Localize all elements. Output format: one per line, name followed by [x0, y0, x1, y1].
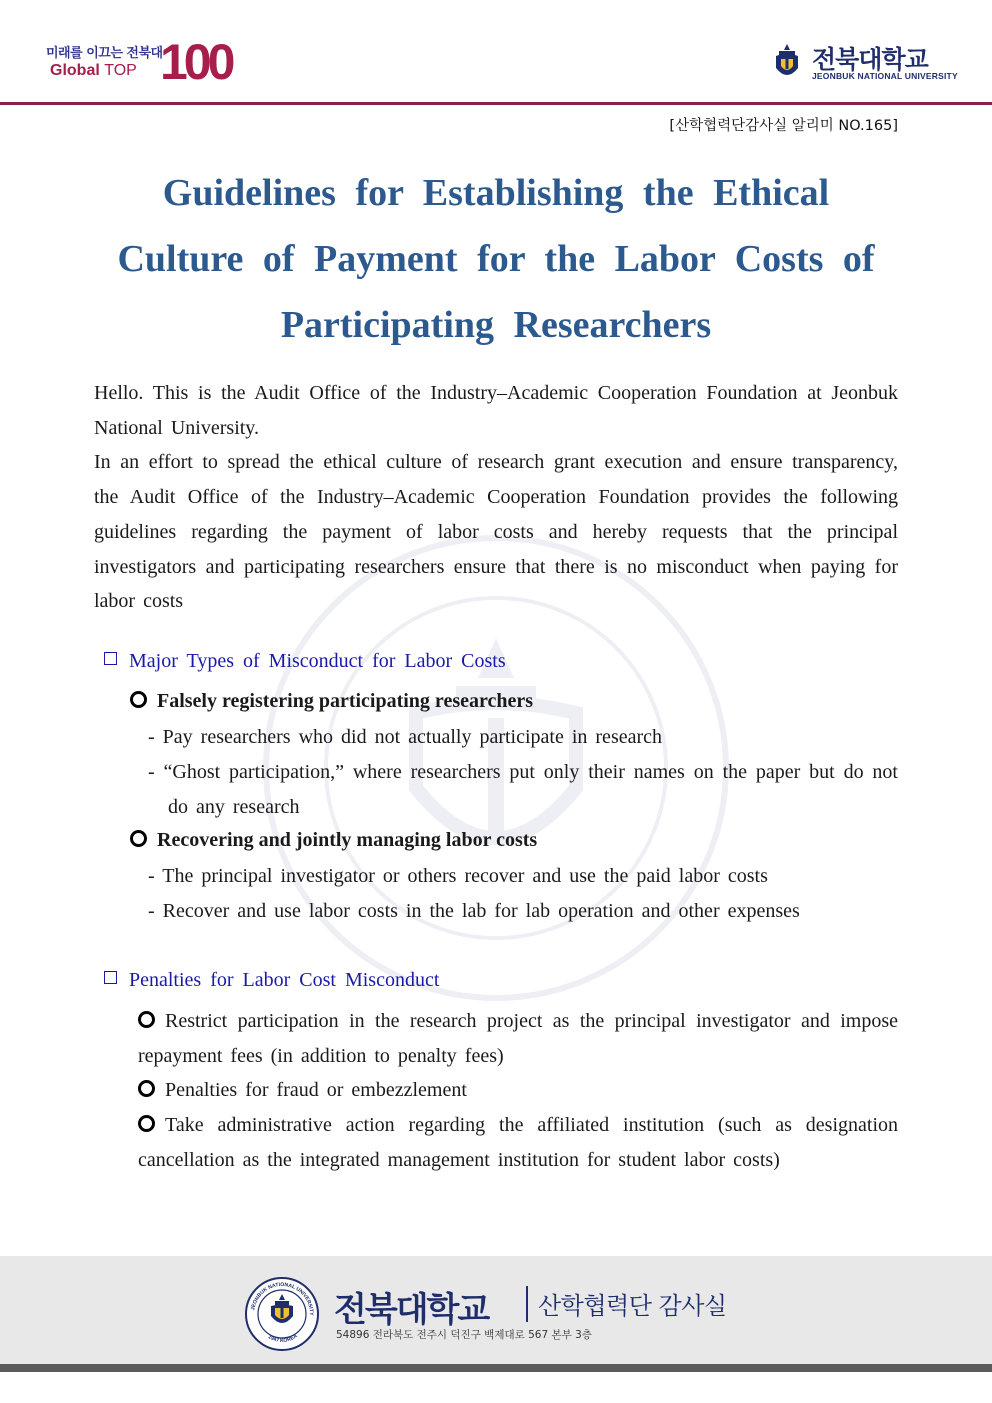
section-heading-misconduct-types	[104, 650, 506, 673]
university-seal-icon	[244, 1276, 320, 1352]
logo-global-top	[50, 62, 137, 80]
penalty-item	[138, 1004, 898, 1073]
logo-slogan: 미래를 이끄는 전북대	[46, 46, 163, 61]
circle-bullet-icon	[138, 1080, 155, 1097]
university-logo	[768, 38, 958, 88]
footer-bottom-bar	[0, 1364, 992, 1372]
global-top-100-logo	[40, 34, 250, 90]
seal-text-bottom: 1947 KOREA	[266, 1333, 299, 1345]
penalty-text: Restrict participation in the research project as the principal investigator and impose repayment fees (in addition to penalty fees)	[138, 1010, 898, 1067]
seal-text-top: JEONBUK NATIONAL UNIVERSITY	[250, 1281, 315, 1316]
title-line-3: Participating Researchers	[280, 304, 712, 346]
document-title	[94, 160, 898, 358]
section-heading-text: Major Types of Misconduct for Labor Costs	[129, 650, 506, 672]
intro-paragraph-2: In an effort to spread the ethical culture of research grant execution and ensure transparency, the Audit Office of the Industry–Academic Cooperation Foundation provides the following guidelines regarding the payment of labor costs and hereby requests that the principal investigators and participating researchers ensure that there is no misconduct when paying for labor costs	[94, 451, 898, 613]
list-item: - Pay researchers who did not actually participate in research	[148, 726, 663, 748]
section-heading-text: Penalties for Labor Cost Misconduct	[129, 969, 440, 991]
list-item: - “Ghost participation,” where researchers put only their names on the paper but do not do any research	[148, 761, 898, 818]
circle-bullet-icon	[138, 1011, 155, 1028]
penalty-text: Take administrative action regarding the affiliated institution (such as designation cancellation as the integrated management institution for student labor costs)	[138, 1114, 898, 1171]
list-item: - Recover and use labor costs in the lab for lab operation and other expenses	[148, 900, 800, 922]
penalty-item	[138, 1073, 898, 1108]
title-line-2: Culture of Payment for the Labor Costs of	[117, 238, 875, 280]
bullet-recovering-labor-costs	[130, 829, 537, 852]
logo-global-word: Global	[50, 62, 100, 79]
square-bullet-icon	[104, 971, 117, 984]
logo-hundred: 100	[160, 34, 232, 90]
university-emblem-icon	[770, 42, 804, 84]
header-divider	[0, 102, 992, 105]
page-footer	[0, 1256, 992, 1364]
penalty-text: Penalties for fraud or embezzlement	[165, 1079, 467, 1101]
intro-paragraph-1: Hello. This is the Audit Office of the Industry–Academic Cooperation Foundation at Jeonbuk National University.	[94, 382, 898, 439]
circle-bullet-icon	[138, 1115, 155, 1132]
footer-department: 산학협력단 감사실	[538, 1292, 727, 1320]
section-heading-penalties	[104, 969, 439, 992]
circle-bullet-icon	[130, 691, 147, 708]
penalty-item	[138, 1108, 898, 1177]
footer-university-name: 전북대학교	[334, 1290, 489, 1330]
bullet-title: Falsely registering participating researchers	[157, 690, 534, 712]
title-line-1: Guidelines for Establishing the Ethical	[162, 172, 830, 214]
university-name-korean: 전북대학교	[812, 45, 928, 74]
footer-divider	[526, 1286, 528, 1322]
footer-address: 54896 전라북도 전주시 덕진구 백제대로 567 본부 3층	[336, 1329, 592, 1341]
list-item: - The principal investigator or others recover and use the paid labor costs	[148, 865, 768, 887]
logo-top-word: TOP	[104, 62, 137, 79]
university-name-english: JEONBUK NATIONAL UNIVERSITY	[812, 71, 958, 81]
square-bullet-icon	[104, 652, 117, 665]
bullet-title: Recovering and jointly managing labor costs	[157, 829, 538, 851]
notice-number: [산학협력단감사실 알리미 NO.165]	[669, 118, 898, 134]
bullet-false-registration	[130, 690, 533, 713]
page-header	[0, 0, 992, 106]
intro-text	[94, 376, 898, 619]
circle-bullet-icon	[130, 830, 147, 847]
